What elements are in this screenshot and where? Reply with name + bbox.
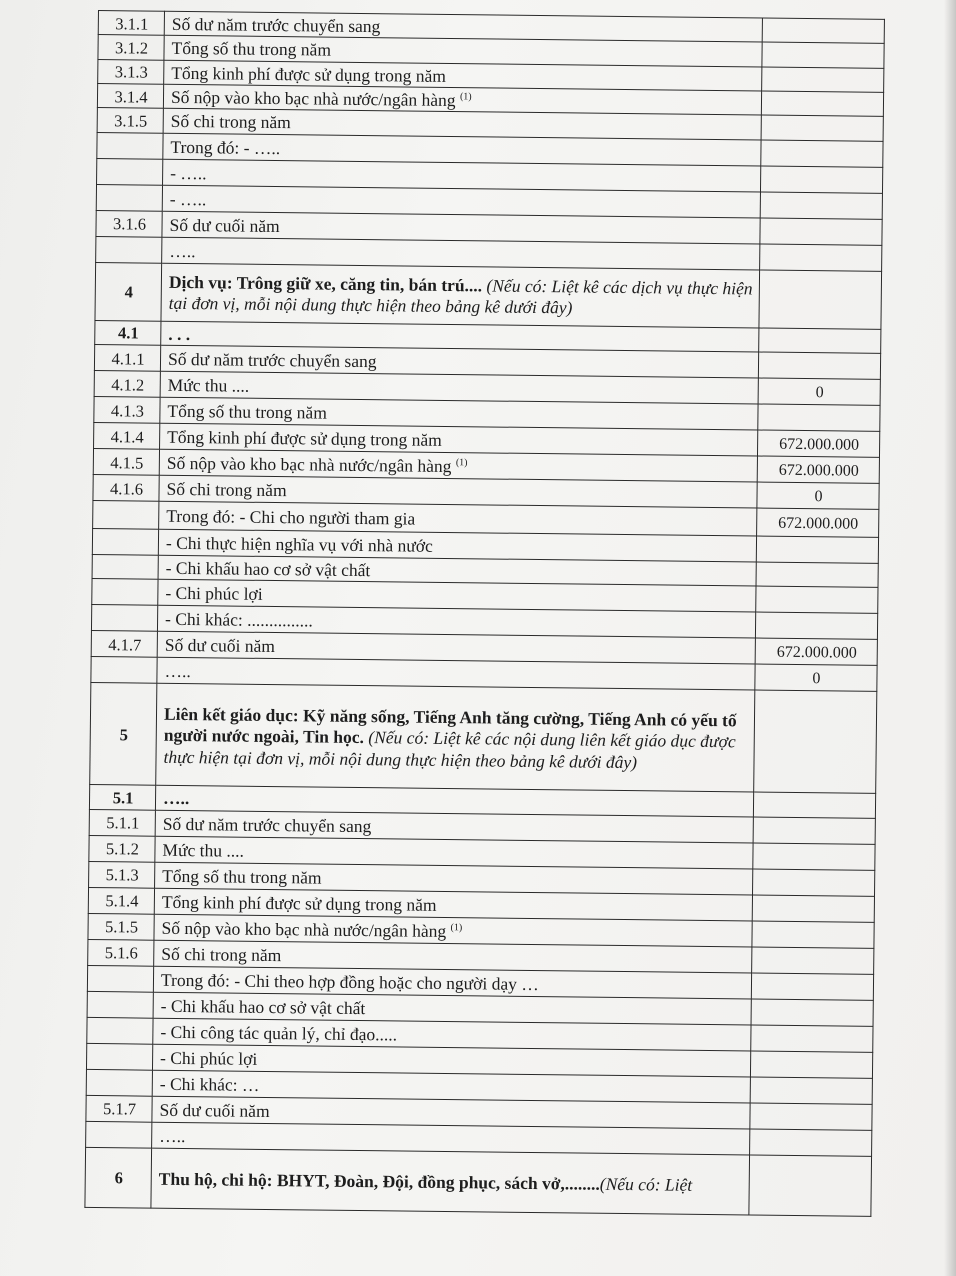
amount-cell — [753, 792, 875, 818]
footnote-marker: (1) — [455, 457, 468, 469]
amount-cell: 672.000.000 — [757, 456, 879, 483]
row-number-cell — [86, 1043, 152, 1070]
description-cell — [156, 684, 755, 793]
row-description-text: ….. — [164, 661, 191, 682]
row-number-cell: 3.1.4 — [97, 84, 163, 109]
row-description-text: Số dư cuối năm — [164, 635, 276, 657]
row-number-cell — [97, 158, 163, 185]
amount-cell — [760, 166, 882, 193]
amount-cell — [762, 18, 884, 44]
row-description-text: Tổng số thu trong năm — [162, 865, 322, 888]
row-description-text: ….. — [162, 788, 190, 809]
row-number-cell: 5.1.4 — [88, 887, 154, 914]
description-cell — [151, 1148, 750, 1215]
row-number-cell: 5.1.2 — [89, 835, 155, 862]
amount-cell — [752, 895, 874, 922]
amount-cell — [756, 536, 878, 563]
row-number-cell: 5.1.7 — [86, 1095, 152, 1122]
amount-cell — [761, 91, 883, 117]
row-number-cell — [86, 1121, 152, 1148]
row-number-cell — [92, 579, 158, 606]
row-number-cell — [87, 965, 153, 992]
amount-cell — [749, 1155, 872, 1216]
row-description-text: Số nộp vào kho bạc nhà nước/ngân hàng — [170, 86, 456, 111]
table-body — [85, 11, 885, 1217]
amount-cell — [754, 690, 877, 793]
row-number-cell: 5.1.3 — [89, 861, 155, 888]
amount-cell — [750, 1103, 872, 1130]
amount-cell — [753, 869, 875, 896]
footnote-marker: (1) — [459, 91, 472, 103]
row-number-cell: 4.1.6 — [93, 475, 159, 502]
row-description-text: Trong đó: - ….. — [170, 136, 281, 158]
amount-cell — [753, 817, 875, 844]
row-number-cell — [87, 991, 153, 1018]
row-number-cell — [91, 657, 157, 684]
amount-cell — [753, 843, 875, 870]
amount-cell — [761, 140, 883, 167]
row-number-cell: 4.1.4 — [94, 423, 160, 450]
amount-cell — [760, 192, 882, 219]
amount-cell — [750, 1051, 872, 1078]
row-description-text: Số nộp vào kho bạc nhà nước/ngân hàng — [161, 917, 447, 941]
row-number-cell: 5 — [90, 683, 157, 786]
row-number-cell — [93, 501, 159, 530]
row-number-cell: 6 — [85, 1147, 152, 1208]
footnote-marker: (1) — [450, 921, 463, 933]
row-number-cell — [92, 555, 158, 580]
amount-cell: 0 — [757, 482, 879, 509]
row-description-text: Mức thu .... — [167, 374, 250, 396]
row-description-text: - Chi thực hiện nghĩa vụ với nhà nước — [165, 532, 433, 556]
row-description-text: - Chi khác: ............... — [164, 609, 313, 631]
row-description-text: - ….. — [170, 162, 207, 183]
row-description-text: - Chi phúc lợi — [165, 583, 263, 605]
row-description-text: - Chi công tác quản lý, chỉ đạo..... — [160, 1021, 398, 1045]
amount-cell — [751, 999, 873, 1026]
amount-cell — [762, 42, 884, 68]
amount-cell — [762, 67, 884, 93]
amount-cell — [760, 244, 882, 271]
amount-cell: 672.000.000 — [757, 430, 879, 457]
row-number-cell: 5.1.6 — [88, 939, 154, 966]
row-number-cell: 4.1.7 — [91, 631, 157, 658]
table-row — [85, 1147, 872, 1216]
row-description-text: ….. — [169, 240, 196, 261]
amount-cell — [752, 947, 874, 974]
section-heading-text: Thu hộ, chi hộ: BHYT, Đoàn, Đội, đồng phục, sách vở,........ — [158, 1168, 600, 1194]
amount-cell: 0 — [758, 378, 880, 405]
row-number-cell: 3.1.3 — [98, 59, 164, 84]
row-number-cell — [87, 1017, 153, 1044]
row-number-cell: 4.1.3 — [94, 397, 160, 424]
amount-cell — [759, 328, 881, 354]
row-number-cell: 3.1.5 — [97, 108, 163, 133]
amount-cell — [751, 973, 873, 1000]
row-description-text: Số dư cuối năm — [169, 214, 280, 236]
row-number-cell — [86, 1069, 152, 1096]
row-number-cell — [91, 605, 157, 632]
row-number-cell: 5.1 — [89, 785, 155, 810]
amount-cell: 672.000.000 — [755, 638, 877, 665]
amount-cell — [758, 352, 880, 379]
section-note-text: (Nếu có: Liệt kê các nội dung liên kết giáo dục được thực hiện tại đơn vị, mỗi nội dung thực hiện theo bảng kê dưới đây) — [163, 727, 736, 772]
row-description-text: Số chi trong năm — [170, 111, 291, 133]
financial-report-table — [84, 10, 885, 1217]
amount-cell — [750, 1129, 872, 1156]
section-heading-text: Dịch vụ: Trông giữ xe, căng tin, bán trú.... — [168, 271, 483, 296]
row-description-text: Số chi trong năm — [161, 943, 282, 965]
row-number-cell: 3.1.1 — [98, 11, 164, 36]
row-number-cell: 4.1.5 — [93, 449, 159, 476]
table-row — [95, 262, 882, 329]
row-number-cell — [92, 529, 158, 556]
row-number-cell: 4.1.2 — [94, 371, 160, 398]
row-description-text: Trong đó: - Chi theo hợp đồng hoặc cho người dạy … — [160, 969, 539, 994]
row-number-cell: 5.1.5 — [88, 913, 154, 940]
row-description-text: - Chi khấu hao cơ sở vật chất — [160, 995, 366, 1018]
row-number-cell — [96, 184, 162, 211]
row-description-text: . . . — [168, 323, 191, 344]
row-description-text: Số dư năm trước chuyển sang — [167, 348, 377, 372]
section-note-text: (Nếu có: Liệt kê các dịch vụ thực hiện tại đơn vị, mỗi nội dung thực hiện theo bảng kê dưới đây) — [168, 275, 753, 318]
row-description-text: Tổng số thu trong năm — [167, 400, 327, 423]
row-description-text: Số chi trong năm — [166, 478, 287, 501]
row-number-cell: 3.1.6 — [96, 210, 162, 237]
row-description-text: Tổng kinh phí được sử dụng trong năm — [171, 62, 447, 86]
row-description-text: - Chi phúc lợi — [160, 1047, 258, 1069]
row-description-text: ….. — [159, 1125, 186, 1146]
row-number-cell — [97, 132, 163, 159]
amount-cell — [756, 586, 878, 613]
amount-cell — [756, 562, 878, 588]
row-number-cell: 4.1 — [95, 320, 161, 345]
row-description-text: Trong đó: - Chi cho người tham gia — [166, 505, 416, 529]
section-note-text: (Nếu có: Liệt — [599, 1173, 693, 1195]
row-description-text: - Chi khác: … — [159, 1073, 260, 1095]
amount-cell — [758, 404, 880, 431]
row-description-text: Số dư cuối năm — [159, 1099, 270, 1121]
row-description-text: Tổng số thu trong năm — [171, 38, 332, 60]
table-row — [90, 683, 877, 794]
row-description-text: Tổng kinh phí được sử dụng trong năm — [167, 426, 442, 450]
amount-cell — [761, 115, 883, 141]
amount-cell — [751, 1025, 873, 1052]
amount-cell — [755, 612, 877, 639]
row-number-cell: 4.1.1 — [94, 345, 160, 372]
amount-cell — [750, 1077, 872, 1104]
row-description-text: Số dư năm trước chuyển sang — [171, 13, 381, 37]
row-description-text: Tổng kinh phí được sử dụng trong năm — [161, 891, 437, 915]
row-description-text: Mức thu .... — [162, 839, 245, 861]
description-cell — [161, 263, 760, 328]
row-description-text: - Chi khấu hao cơ sở vật chất — [165, 557, 371, 581]
row-description-text: - ….. — [169, 188, 207, 209]
row-number-cell — [96, 236, 162, 263]
row-number-cell: 3.1.2 — [98, 35, 164, 60]
section-heading-text: Liên kết giáo dục: Kỹ năng sống, Tiếng Anh tăng cường, Tiếng Anh có yếu tố người nước ngoài, Tin học. — [163, 703, 737, 748]
amount-cell: 672.000.000 — [757, 508, 879, 537]
row-number-cell: 4 — [95, 262, 162, 321]
row-description-text: Số nộp vào kho bạc nhà nước/ngân hàng — [166, 452, 452, 476]
row-number-cell: 5.1.1 — [89, 809, 155, 836]
amount-cell — [752, 921, 874, 948]
amount-cell: 0 — [755, 664, 877, 691]
amount-cell — [760, 218, 882, 245]
page-edge-shadow — [944, 0, 956, 1276]
amount-cell — [759, 270, 882, 329]
row-description-text: Số dư năm trước chuyển sang — [162, 813, 372, 836]
